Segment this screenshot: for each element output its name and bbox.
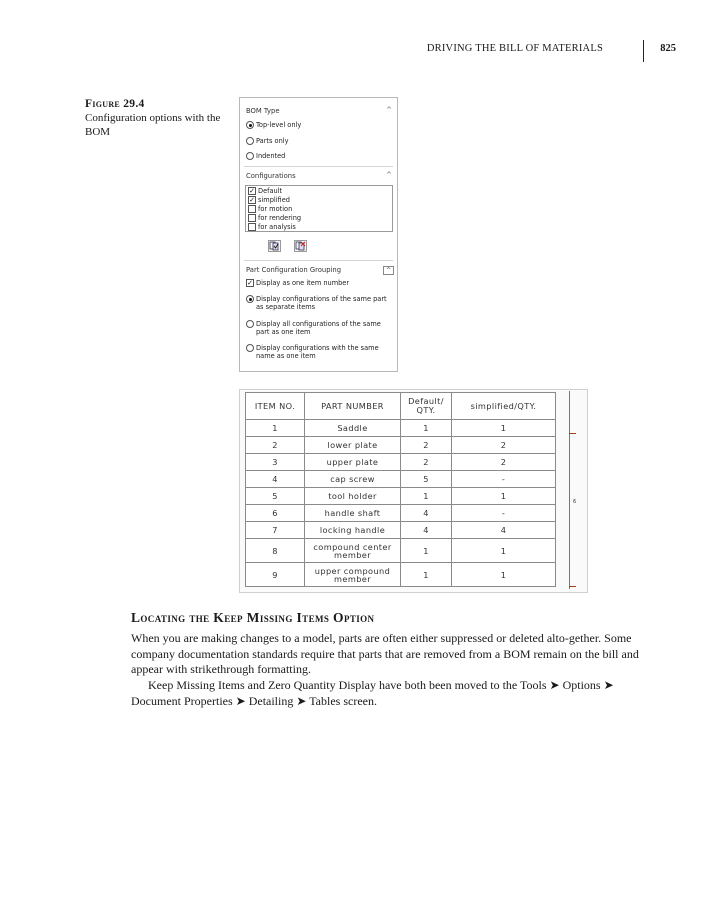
radio-top-level-only[interactable] (246, 121, 254, 129)
option-label (256, 320, 381, 336)
table-row (246, 539, 556, 563)
table-cell: 2 (401, 454, 452, 471)
header-divider (643, 40, 644, 62)
table-cell: handle shaft (305, 505, 401, 522)
table-cell: 7 (246, 522, 305, 539)
table-cell: 4 (401, 505, 452, 522)
table-cell: upper compound member (305, 563, 401, 587)
table-row (246, 420, 556, 437)
config-label: for motion (258, 205, 293, 213)
option-line: Display configurations with the same (256, 344, 379, 352)
table-header-row (246, 393, 556, 420)
table-cell: 1 (452, 563, 556, 587)
clear-configurations-icon (295, 241, 306, 251)
table-row (246, 488, 556, 505)
table-edge-tick (569, 586, 576, 587)
table-row (246, 522, 556, 539)
select-all-configurations-button[interactable] (268, 240, 281, 252)
table-side-label: 6 (573, 499, 577, 505)
config-label: for rendering (258, 214, 302, 222)
bom-table (245, 392, 556, 587)
table-cell: 1 (452, 420, 556, 437)
table-cell: 1 (246, 420, 305, 437)
table-edge-tick (569, 433, 576, 434)
option-label: Top-level only (256, 121, 302, 129)
checkbox[interactable] (248, 223, 256, 231)
option-line: Display all configurations of the same (256, 320, 381, 328)
radio-indented[interactable] (246, 152, 254, 160)
table-cell: 9 (246, 563, 305, 587)
figure-caption-text: Configuration options with the BOM (85, 112, 221, 138)
table-cell: 5 (246, 488, 305, 505)
table-row (246, 563, 556, 587)
chevron-up-icon: ^ (385, 267, 392, 274)
table-cell: 3 (246, 454, 305, 471)
table-row (246, 471, 556, 488)
option-label: Parts only (256, 137, 289, 145)
part-config-grouping-header: Part Configuration Grouping (246, 266, 342, 274)
section-divider (244, 260, 393, 261)
table-cell: 2 (246, 437, 305, 454)
table-cell: 4 (452, 522, 556, 539)
table-cell: 1 (401, 420, 452, 437)
column-header: ITEM NO. (246, 393, 305, 420)
bom-property-panel (239, 97, 398, 372)
column-header: simplified/QTY. (452, 393, 556, 420)
table-cell: 2 (452, 437, 556, 454)
select-all-configurations-icon (269, 241, 280, 251)
configurations-collapse-icon[interactable]: ^ (386, 171, 392, 179)
table-row (246, 505, 556, 522)
table-cell: compound center member (305, 539, 401, 563)
table-cell: 6 (246, 505, 305, 522)
table-cell: - (452, 471, 556, 488)
configurations-list[interactable] (245, 185, 393, 232)
radio-all-configs-one-item[interactable] (246, 320, 254, 328)
clear-configurations-button[interactable] (294, 240, 307, 252)
table-cell: tool holder (305, 488, 401, 505)
display-as-one-item-label: Display as one item number (256, 279, 350, 287)
table-cell: locking handle (305, 522, 401, 539)
option-line: as separate items (256, 303, 316, 311)
figure-number: Figure 29.4 (85, 98, 145, 110)
running-header (0, 40, 676, 60)
part-config-grouping-collapse-button[interactable] (383, 266, 394, 275)
config-label: Default (258, 187, 283, 195)
running-header-title: DRIVING THE BILL OF MATERIALS (426, 43, 603, 54)
column-header: Default/ QTY. (401, 393, 452, 420)
table-cell: 2 (452, 454, 556, 471)
figure-caption (85, 97, 225, 139)
bom-table-figure (239, 389, 588, 593)
option-label (256, 344, 379, 360)
option-line: name as one item (256, 352, 316, 360)
table-cell: 1 (401, 488, 452, 505)
table-cell: cap screw (305, 471, 401, 488)
checkbox-checked[interactable]: ✓ (249, 187, 255, 195)
table-cell: 1 (452, 539, 556, 563)
section-divider (244, 166, 393, 167)
table-cell: 1 (401, 539, 452, 563)
bom-type-collapse-icon[interactable]: ^ (386, 106, 392, 114)
table-cell: - (452, 505, 556, 522)
table-cell: 8 (246, 539, 305, 563)
table-cell: 4 (401, 522, 452, 539)
table-cell: 4 (246, 471, 305, 488)
section-heading: Locating the Keep Missing Items Option (131, 610, 375, 625)
table-cell: lower plate (305, 437, 401, 454)
body-paragraph: When you are making changes to a model, parts are often either suppressed or deleted alto-gether. Some company documentation standards require that parts that are removed from a BOM remain on the bill and appear with strikethrough formatting. (131, 631, 639, 676)
table-cell: 5 (401, 471, 452, 488)
config-label: for analysis (258, 223, 296, 231)
checkbox-checked[interactable]: ✓ (249, 196, 255, 204)
display-as-one-item-checkbox[interactable]: ✓ (247, 279, 253, 287)
table-cell: 2 (401, 437, 452, 454)
table-row (246, 437, 556, 454)
option-line: Display configurations of the same part (256, 295, 387, 303)
bom-type-header: BOM Type (246, 107, 280, 115)
table-cell: 1 (401, 563, 452, 587)
table-cell: upper plate (305, 454, 401, 471)
configurations-header: Configurations (246, 172, 296, 180)
table-cell: 1 (452, 488, 556, 505)
radio-same-name-one-item[interactable] (246, 344, 254, 352)
table-row (246, 454, 556, 471)
radio-separate-items[interactable] (246, 295, 254, 303)
body-paragraph: Keep Missing Items and Zero Quantity Display have both been moved to the Tools ➤ Options ➤ Document Properties ➤ Detailing ➤ Tables screen. (131, 678, 614, 708)
option-label: Indented (256, 152, 286, 160)
option-line: part as one item (256, 328, 311, 336)
table-cell: Saddle (305, 420, 401, 437)
config-label: simplified (258, 196, 290, 204)
option-label (256, 295, 387, 311)
checkbox[interactable] (248, 214, 256, 222)
checkbox[interactable] (248, 205, 256, 213)
radio-parts-only[interactable] (246, 137, 254, 145)
table-edge-line (569, 391, 570, 589)
page-number: 825 (660, 43, 676, 54)
column-header: PART NUMBER (305, 393, 401, 420)
